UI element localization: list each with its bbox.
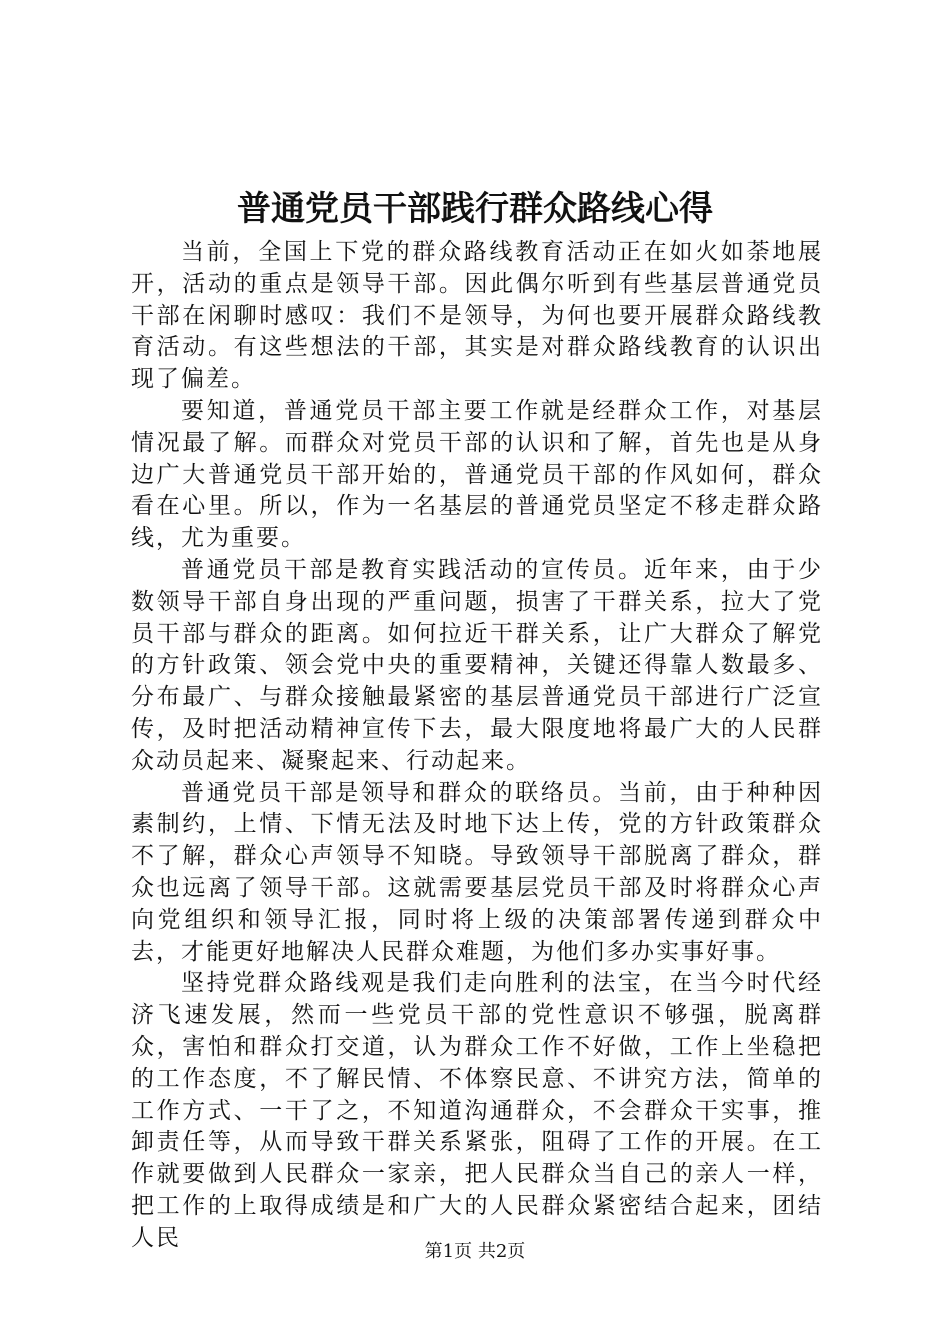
paragraph-4: 普通党员干部是领导和群众的联络员。当前，由于种种因素制约，上情、下情无法及时地下达上传，党的方针政策群众不了解，群众心声领导不知晓。导致领导干部脱离了群众，群众也远离了领导干部。这就需要基层党员干部及时将群众心声向党组织和领导汇报，同时将上级的决策部署传递到群众中去，才能更好地解决人民群众难题，为他们多办实事好事。 bbox=[131, 779, 823, 965]
paragraph-1: 当前，全国上下党的群众路线教育活动正在如火如荼地展开，活动的重点是领导干部。因此偶尔听到有些基层普通党员干部在闲聊时感叹：我们不是领导，为何也要开展群众路线教育活动。有这些想法的干部，其实是对群众路线教育的认识出现了偏差。 bbox=[131, 239, 823, 393]
paragraph-5: 坚持党群众路线观是我们走向胜利的法宝，在当今时代经济飞速发展，然而一些党员干部的党性意识不够强，脱离群众，害怕和群众打交道，认为群众工作不好做，工作上坐稳把的工作态度，不了解民情、不体察民意、不讲究方法，简单的工作方式、一干了之，不知道沟通群众，不会群众干实事，推卸责任等，从而导致干群关系紧张，阻碍了工作的开展。在工作就要做到人民群众一家亲，把人民群众当自己的亲人一样，把工作的上取得成绩是和广大的人民群众紧密结合起来，团结人民 bbox=[131, 970, 823, 1251]
paragraph-3: 普通党员干部是教育实践活动的宣传员。近年来，由于少数领导干部自身出现的严重问题，损害了干群关系，拉大了党员干部与群众的距离。如何拉近干群关系，让广大群众了解党的方针政策、领会党中央的重要精神，关键还得靠人数最多、分布最广、与群众接触最紧密的基层普通党员干部进行广泛宣传，及时把活动精神宣传下去，最大限度地将最广大的人民群众动员起来、凝聚起来、行动起来。 bbox=[131, 556, 823, 774]
document-title: 普通党员干部践行群众路线心得 bbox=[237, 189, 713, 229]
page-footer: 第1页 共2页 bbox=[424, 1241, 526, 1262]
paragraph-2: 要知道，普通党员干部主要工作就是经群众工作，对基层情况最了解。而群众对党员干部的认识和了解，首先也是从身边广大普通党员干部开始的，普通党员干部的作风如何，群众看在心里。所以，作为一名基层的普通党员坚定不移走群众路线，尤为重要。 bbox=[131, 397, 823, 552]
document-body bbox=[131, 237, 823, 1255]
